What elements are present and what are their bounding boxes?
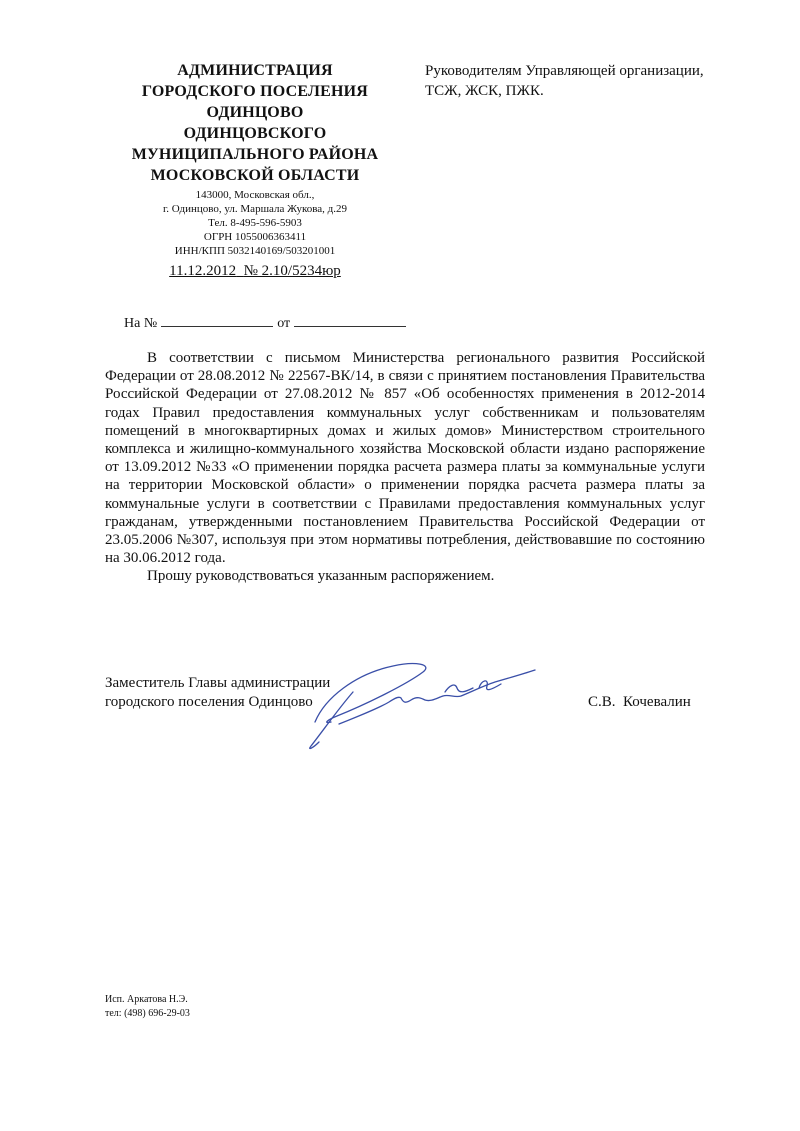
signature-strokes: [310, 664, 535, 749]
org-ogrn: ОГРН 1055006363411: [203, 231, 307, 243]
org-name-line: МУНИЦИПАЛЬНОГО РАЙОНА: [131, 146, 379, 163]
addressee: [425, 61, 755, 101]
reference-number-blank: [161, 314, 273, 327]
reference-date-blank: [294, 314, 406, 327]
body-paragraph: Прошу руководствоваться указанным распоряжением.: [147, 568, 495, 585]
outgoing-number: [100, 262, 410, 280]
executor-name: Исп. Аркатова Н.Э.: [105, 994, 188, 1005]
body-paragraph: В соответствии с письмом Министерства регионального развития Российской Федерации от 28.08.2012 № 22567-ВК/14, в связи с принятием постановления Правительства Российской Федерации от 27.08.2012 № 857 «Об особенностях применения в 2012-2014 годах Правил предоставления коммунальных услуг собственникам и пользователям помещений в многоквартирных домах и жилых домов» Министерством строительного комплекса и жилищно-коммунального хозяйства Московской области издано распоряжение от 13.09.2012 №33 «О применении порядка расчета размера платы за коммунальные услуги на территории Московской области» о применении порядка расчета размера платы за коммунальные услуги в соответствии с Правилами предоставления коммунальных услуг гражданам, утвержденными постановлением Правительства Российской Федерации от 23.05.2006 №307, используя при этом нормативы потребления, действовавшие по состоянию на 30.06.2012 года.: [105, 350, 705, 567]
handwritten-signature: [295, 652, 545, 752]
signatory-name: С.В. Кочевалин: [588, 694, 691, 710]
letterhead: [100, 60, 410, 258]
org-name-line: ОДИНЦОВО: [206, 104, 304, 121]
reference-line: [110, 296, 410, 351]
reference-prefix: На №: [124, 316, 158, 331]
signatory-title-line: Заместитель Главы администрации: [105, 675, 331, 691]
org-name-line: АДМИНИСТРАЦИЯ: [177, 62, 333, 79]
org-address-line: г. Одинцово, ул. Маршала Жукова, д.29: [162, 203, 348, 215]
org-phone: Тел. 8-495-596-5903: [208, 217, 302, 229]
addressee-line: ТСЖ, ЖСК, ПЖК.: [425, 83, 544, 99]
outgoing-date: 11.12.2012: [169, 263, 237, 279]
org-name-line: МОСКОВСКОЙ ОБЛАСТИ: [150, 167, 360, 184]
org-name-line: ОДИНЦОВСКОГО: [183, 125, 327, 142]
letter-body: [105, 349, 705, 586]
org-address-line: 143000, Московская обл.,: [195, 189, 315, 201]
reference-from: от: [277, 316, 291, 331]
signatory-title-line: городского поселения Одинцово: [105, 694, 313, 710]
outgoing-doc-number: № 2.10/5234юр: [243, 263, 341, 279]
org-name-line: ГОРОДСКОГО ПОСЕЛЕНИЯ: [141, 83, 369, 100]
org-inn-kpp: ИНН/КПП 5032140169/503201001: [174, 245, 336, 257]
executor-phone: тел: (498) 696-29-03: [105, 1008, 190, 1019]
executor-info: [105, 993, 190, 1021]
addressee-line: Руководителям Управляющей организации,: [425, 63, 704, 79]
